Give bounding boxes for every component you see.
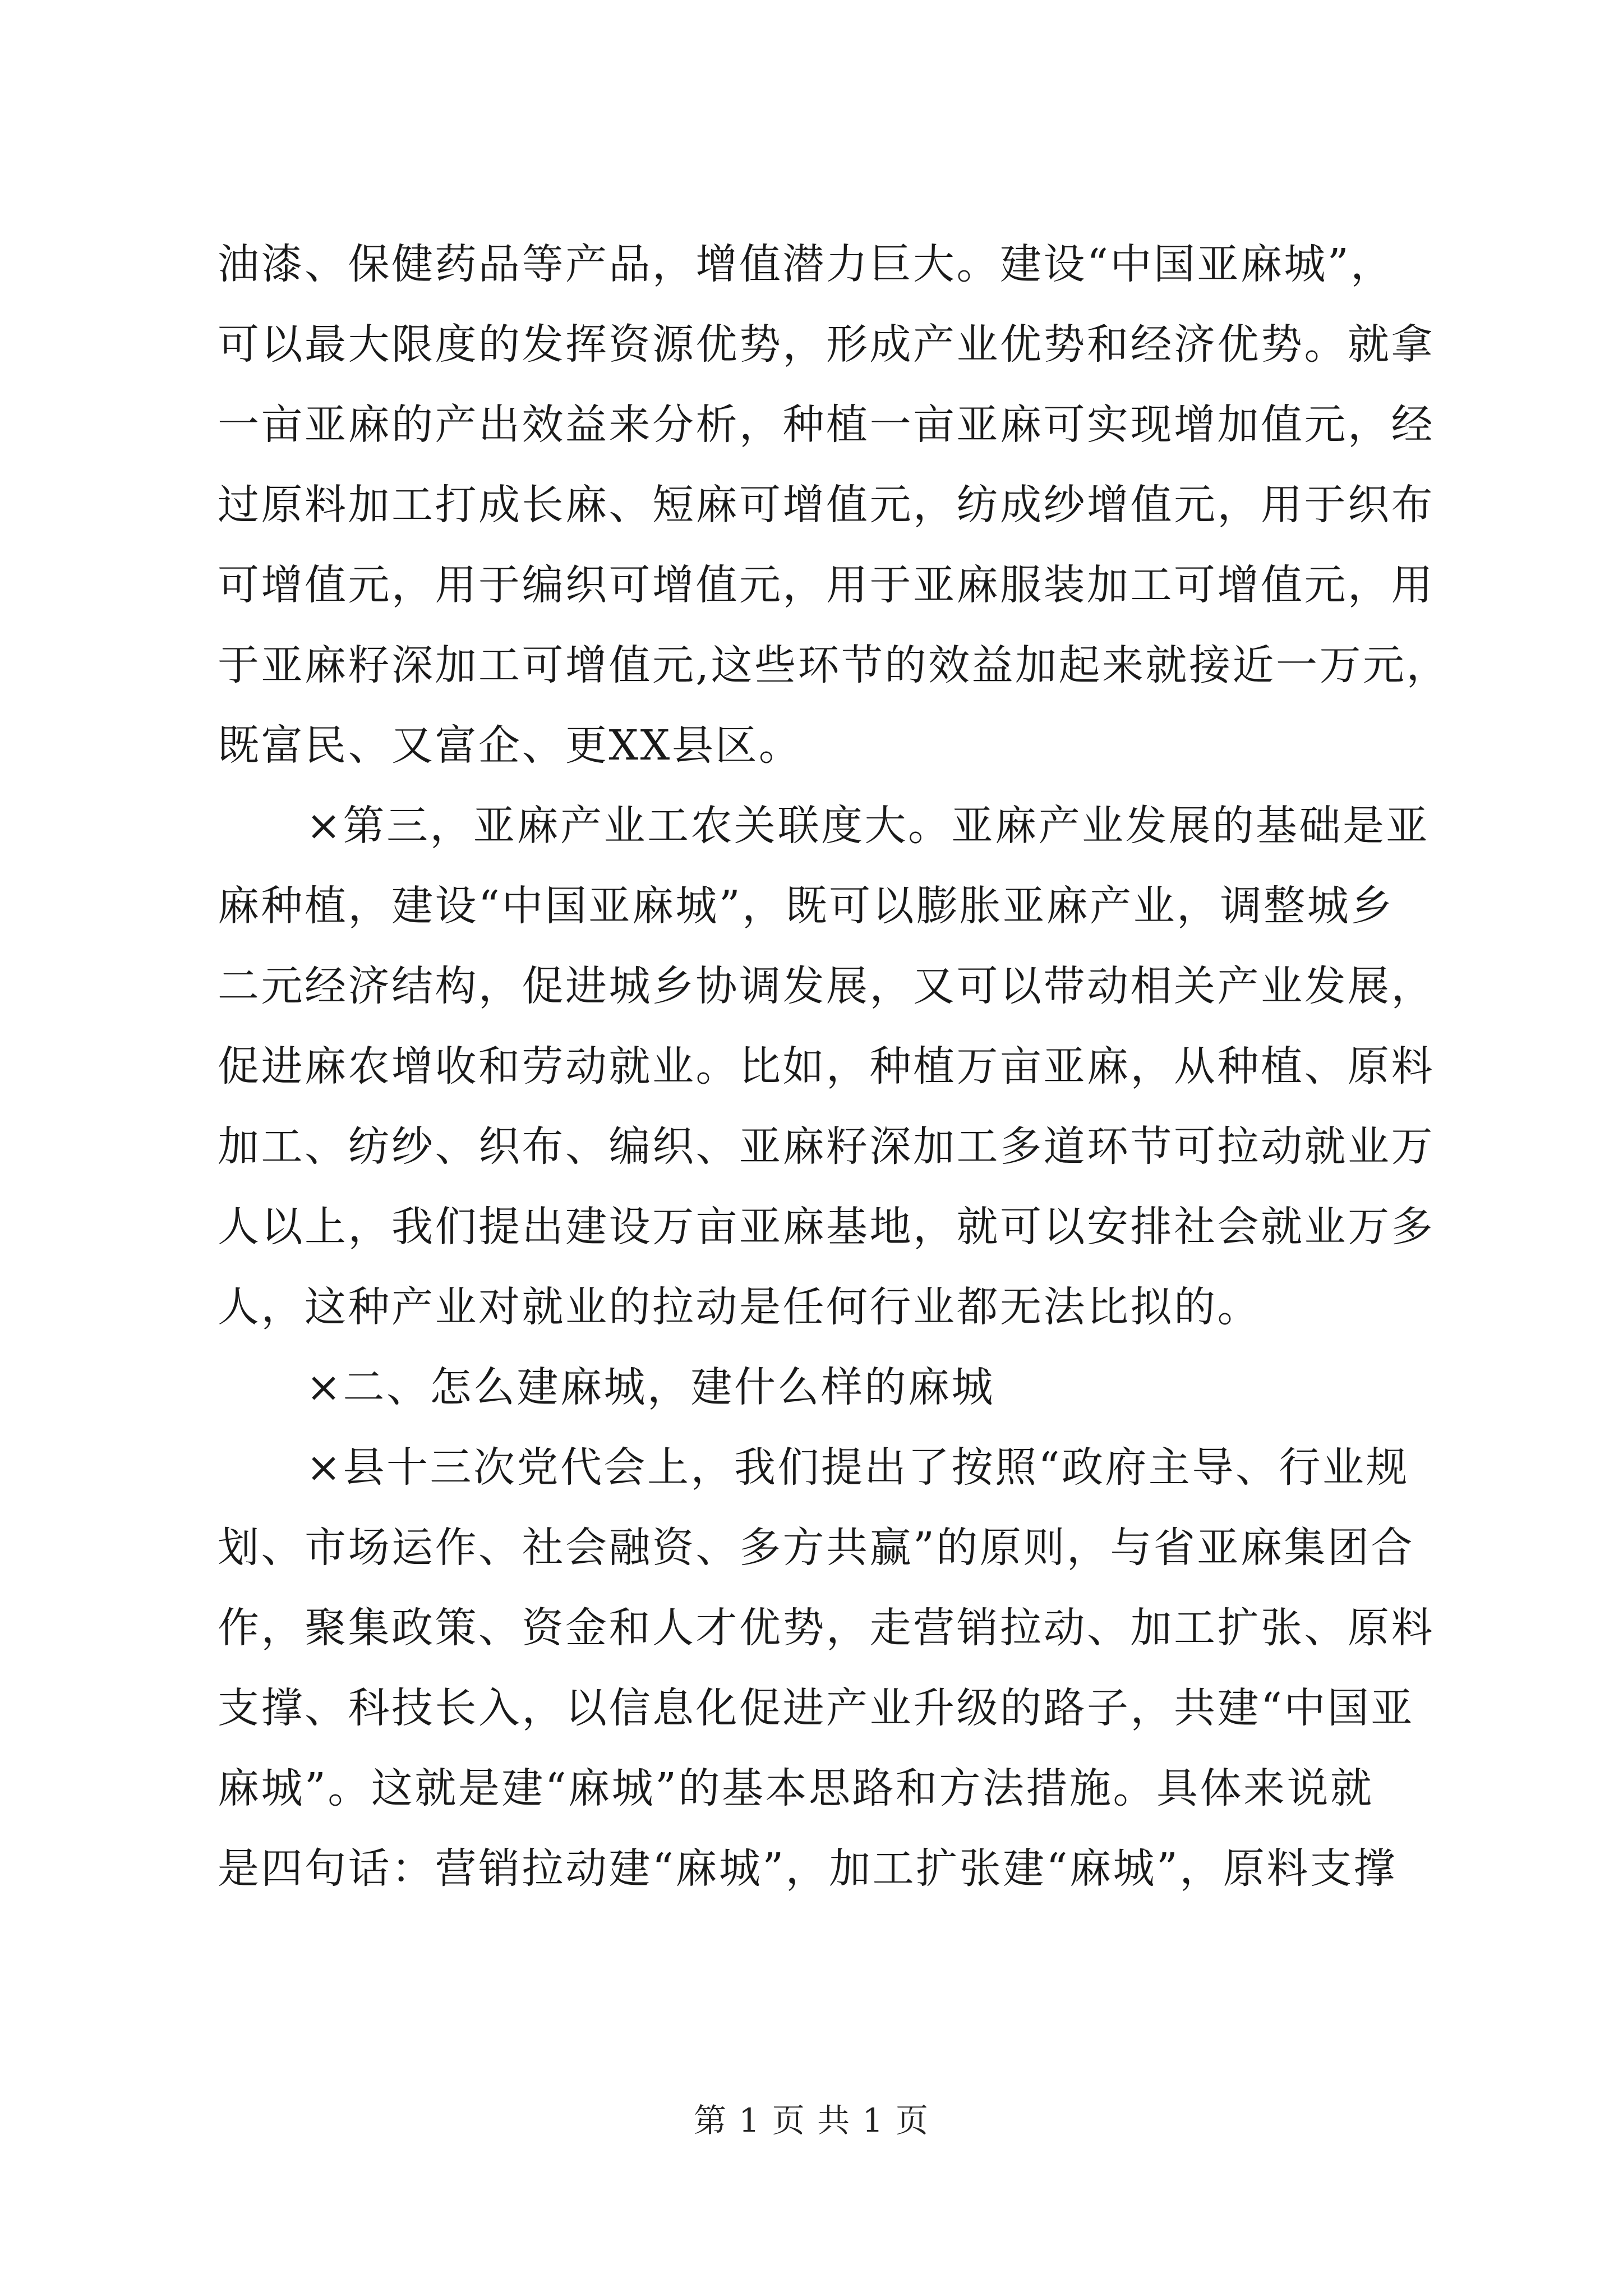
text-line: 作，聚集政策、资金和人才优势，走营销拉动、加工扩张、原料 bbox=[218, 1604, 1435, 1652]
text-line: 麻种植，建设“中国亚麻城”，既可以膨胀亚麻产业，调整城乡 bbox=[218, 882, 1394, 930]
text-line: 促进麻农增收和劳动就业。比如，种植万亩亚麻，从种植、原料 bbox=[218, 1042, 1435, 1091]
paragraph-start-line: ×县十三次党代会上，我们提出了按照“政府主导、行业规 bbox=[306, 1443, 1409, 1492]
document-body bbox=[218, 224, 1450, 1909]
text-line: 二元经济结构，促进城乡协调发展，又可以带动相关产业发展， bbox=[218, 962, 1435, 1010]
text-line: 麻城”。这就是建“麻城”的基本思路和方法措施。具体来说就 bbox=[218, 1764, 1374, 1812]
text-line: 油漆、保健药品等产品，增值潜力巨大。建设“中国亚麻城”， bbox=[218, 240, 1394, 288]
paragraph-start-line: ×第三，亚麻产业工农关联度大。亚麻产业发展的基础是亚 bbox=[306, 802, 1430, 850]
text-line: 是四句话：营销拉动建“麻城”，加工扩张建“麻城”，原料支撑 bbox=[218, 1844, 1397, 1893]
text-line: 加工、纺纱、织布、编织、亚麻籽深加工多道环节可拉动就业万 bbox=[218, 1122, 1435, 1171]
text-line: 过原料加工打成长麻、短麻可增值元，纺成纱增值元，用于织布 bbox=[218, 481, 1435, 529]
text-line: 可增值元，用于编织可增值元，用于亚麻服装加工可增值元，用 bbox=[218, 561, 1435, 609]
text-line: 一亩亚麻的产出效益来分析，种植一亩亚麻可实现增加值元，经 bbox=[218, 401, 1435, 449]
text-line: 人以上，我们提出建设万亩亚麻基地，就可以安排社会就业万多 bbox=[218, 1203, 1435, 1251]
text-line: 既富民、又富企、更XX县区。 bbox=[218, 721, 803, 770]
text-line: 于亚麻籽深加工可增值元,这些环节的效益加起来就接近一万元， bbox=[218, 641, 1450, 689]
text-line: 划、市场运作、社会融资、多方共赢”的原则，与省亚麻集团合 bbox=[218, 1524, 1414, 1572]
text-line: 支撑、科技长入，以信息化促进产业升级的路子，共建“中国亚 bbox=[218, 1684, 1414, 1732]
text-line: 人，这种产业对就业的拉动是任何行业都无法比拟的。 bbox=[218, 1283, 1261, 1331]
page-number-footer: 第 1 页 共 1 页 bbox=[694, 2101, 929, 2139]
text-line: 可以最大限度的发挥资源优势，形成产业优势和经济优势。就拿 bbox=[218, 320, 1435, 369]
section-heading: ×二、怎么建麻城，建什么样的麻城 bbox=[306, 1363, 995, 1411]
